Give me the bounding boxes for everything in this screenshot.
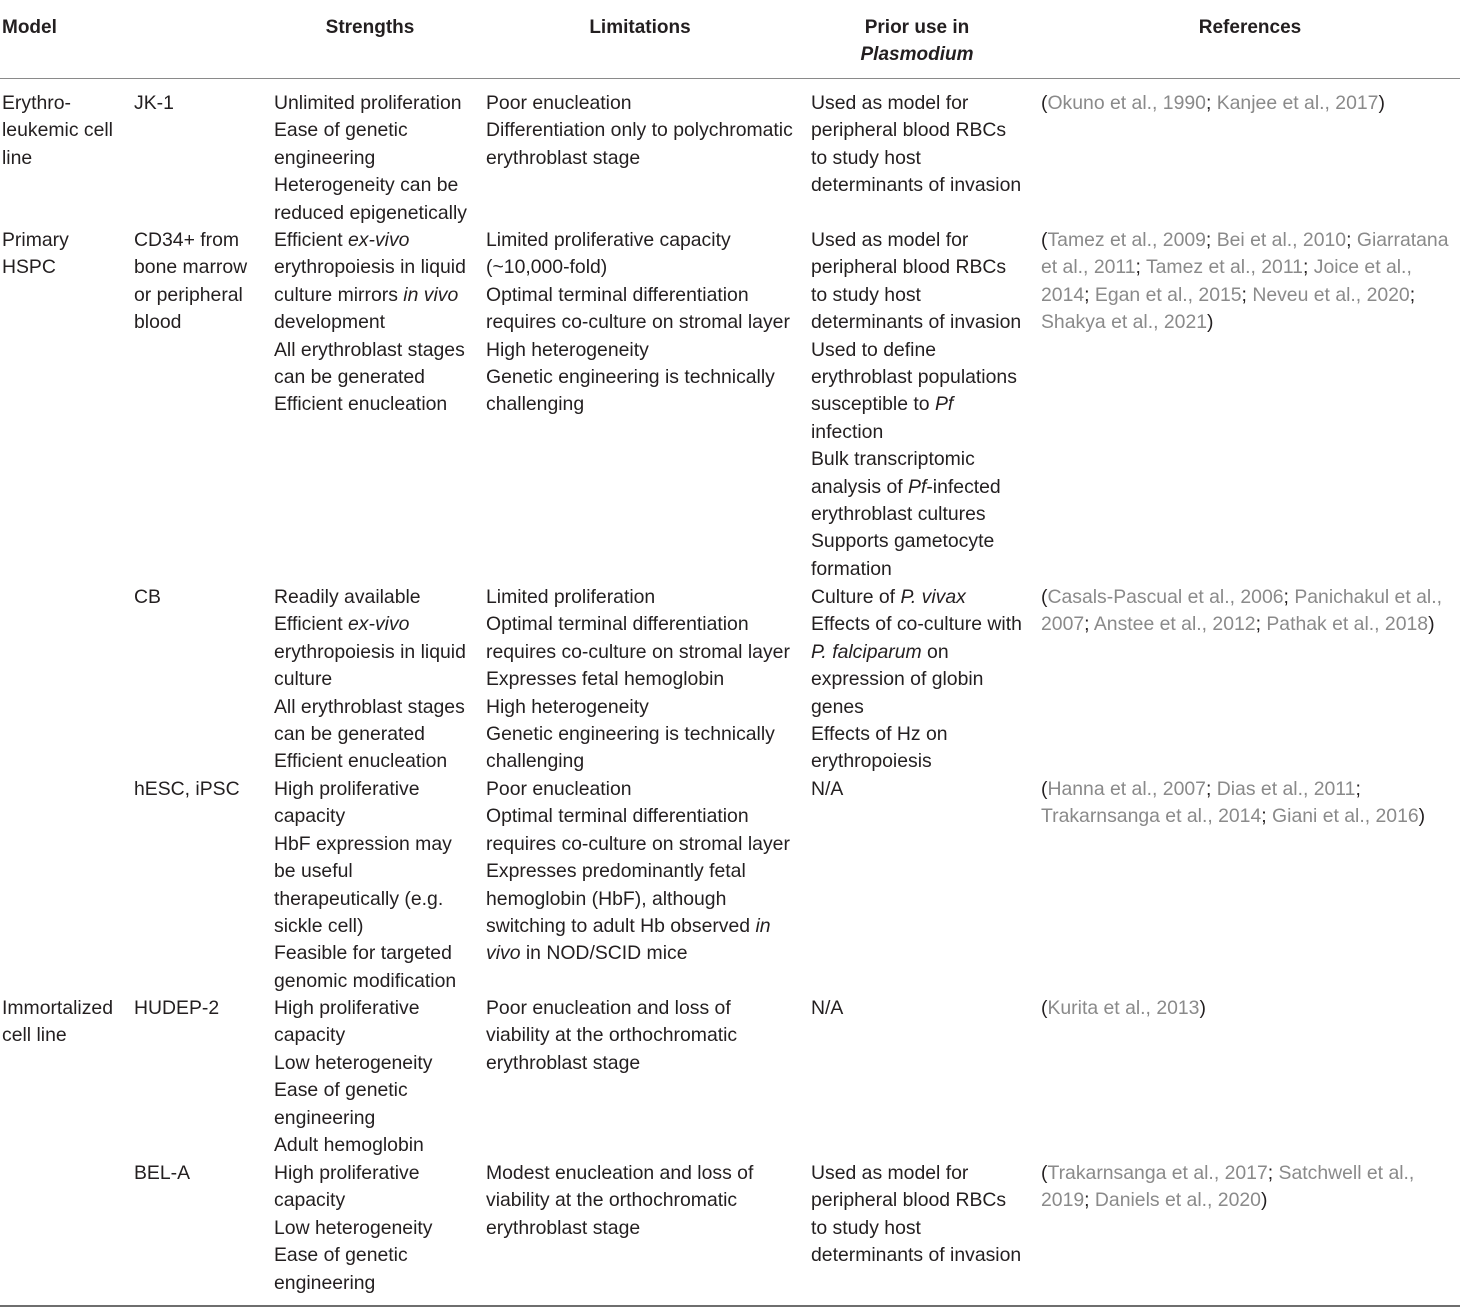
cell-line: High proliferative: [274, 778, 420, 800]
header-prior-use-line2: Plasmodium: [860, 44, 974, 65]
cell-limitations: [486, 995, 737, 1077]
cell-line: Expresses predominantly fetal: [486, 860, 746, 883]
cell-model: [134, 1160, 190, 1187]
cell-category: [2, 995, 113, 1050]
cell-line: Feasible for targeted: [274, 942, 452, 965]
cell-line: N/A: [811, 997, 844, 1019]
cell-line: Poor enucleation and loss of: [486, 997, 731, 1019]
cell-model: [134, 776, 240, 803]
cell-line: line: [2, 146, 33, 169]
cell-line: Erythro-: [2, 92, 71, 114]
cell-line: Limited proliferation: [486, 586, 656, 608]
cell-strengths: [274, 584, 466, 776]
cell-model: [134, 995, 219, 1022]
cell-line: 2014; Egan et al., 2015; Neveu et al., 2020;: [1041, 283, 1416, 306]
cell-line: Differentiation only to polychromatic: [486, 119, 793, 142]
cell-line: engineering: [274, 146, 376, 169]
cell-line: 2007; Anstee et al., 2012; Pathak et al., 2018): [1041, 613, 1435, 636]
cell-line: Poor enucleation: [486, 778, 632, 800]
cell-prior-use: [811, 776, 843, 803]
cell-prior-use: [811, 1160, 1021, 1270]
cell-line: All erythroblast stages: [274, 695, 465, 718]
cell-line: cell line: [2, 1024, 67, 1047]
cell-line: Used as model for: [811, 229, 969, 251]
cell-line: Used as model for: [811, 1162, 969, 1184]
cell-line: HSPC: [2, 256, 56, 279]
cell-line: P. falciparum on: [811, 640, 949, 663]
header-divider: [0, 78, 1460, 79]
cell-strengths: [274, 227, 466, 419]
cell-strengths: [274, 776, 456, 995]
cell-line: requires co-culture on stromal layer: [486, 640, 790, 663]
cell-line: Effects of Hz on: [811, 723, 948, 746]
cell-line: sickle cell): [274, 915, 364, 938]
cell-references: [1041, 995, 1206, 1022]
cell-line: erythroblast populations: [811, 366, 1017, 389]
cell-line: Optimal terminal differentiation: [486, 283, 749, 306]
cell-line: capacity: [274, 1189, 346, 1212]
cell-line: hESC, iPSC: [134, 778, 240, 800]
cell-line: Effects of co-culture with: [811, 613, 1022, 636]
cell-line: hemoglobin (HbF), although: [486, 887, 727, 910]
cell-line: Used as model for: [811, 92, 969, 114]
cell-line: to study host: [811, 1216, 921, 1239]
cell-line: genes: [811, 695, 864, 718]
cell-prior-use: [811, 227, 1021, 583]
cell-line: (Hanna et al., 2007; Dias et al., 2011;: [1041, 778, 1361, 800]
cell-line: genomic modification: [274, 969, 457, 992]
cell-line: All erythroblast stages: [274, 338, 465, 361]
cell-line: Genetic engineering is technically: [486, 366, 775, 389]
header-references: References: [1198, 17, 1302, 38]
cell-line: capacity: [274, 805, 346, 828]
cell-line: be useful: [274, 860, 353, 883]
header-limitations: Limitations: [589, 17, 691, 38]
cell-line: (Casals-Pascual et al., 2006; Panichakul et al.,: [1041, 586, 1442, 608]
cell-line: determinants of invasion: [811, 311, 1022, 334]
cell-line: Optimal terminal differentiation: [486, 805, 749, 828]
cell-line: Immortalized: [2, 997, 113, 1019]
cell-line: Low heterogeneity: [274, 1051, 433, 1074]
cell-references: [1041, 1160, 1414, 1215]
cell-line: Culture of P. vivax: [811, 586, 966, 608]
cell-line: challenging: [486, 393, 585, 416]
cell-limitations: [486, 1160, 753, 1242]
cell-limitations: [486, 584, 790, 776]
header-prior-use: [800, 14, 1034, 68]
cell-line: Bulk transcriptomic: [811, 448, 975, 471]
cell-limitations: [486, 227, 790, 419]
cell-prior-use: [811, 995, 843, 1022]
cell-line: High proliferative: [274, 997, 420, 1019]
cell-line: erythropoiesis in liquid: [274, 256, 466, 279]
cell-line: erythropoiesis: [811, 750, 932, 773]
cell-strengths: [274, 995, 432, 1159]
cell-line: erythroblast stage: [486, 1216, 641, 1239]
cell-line: Used to define: [811, 338, 937, 361]
cell-line: Primary: [2, 229, 69, 251]
cell-line: (Tamez et al., 2009; Bei et al., 2010; Giarratana: [1041, 229, 1449, 251]
table-bottom-rule: [0, 1305, 1460, 1307]
cell-line: formation: [811, 557, 892, 580]
cell-line: infection: [811, 420, 884, 443]
cell-line: viability at the orthochromatic: [486, 1024, 738, 1047]
cell-line: Readily available: [274, 586, 421, 608]
cell-line: peripheral blood RBCs: [811, 256, 1007, 279]
cell-line: CD34+ from: [134, 229, 240, 251]
cell-line: Low heterogeneity: [274, 1216, 433, 1239]
header-model: Model: [2, 17, 57, 38]
cell-line: requires co-culture on stromal layer: [486, 311, 790, 334]
cell-line: Ease of genetic: [274, 1079, 408, 1102]
cell-line: vivo in NOD/SCID mice: [486, 942, 688, 965]
cell-line: analysis of Pf-infected: [811, 475, 1001, 498]
cell-line: Limited proliferative capacity: [486, 229, 731, 251]
cell-line: requires co-culture on stromal layer: [486, 832, 790, 855]
cell-line: Modest enucleation and loss of: [486, 1162, 754, 1184]
cell-line: Optimal terminal differentiation: [486, 613, 749, 636]
cell-line: engineering: [274, 1271, 376, 1294]
cell-line: peripheral blood RBCs: [811, 119, 1007, 142]
cell-line: BEL-A: [134, 1162, 191, 1184]
cell-line: (Kurita et al., 2013): [1041, 997, 1206, 1019]
cell-line: Unlimited proliferation: [274, 92, 462, 114]
cell-line: susceptible to Pf: [811, 393, 954, 416]
cell-line: determinants of invasion: [811, 1244, 1022, 1267]
cell-line: (Trakarnsanga et al., 2017; Satchwell et al.,: [1041, 1162, 1415, 1184]
cell-line: challenging: [486, 750, 585, 773]
cell-line: (~10,000-fold): [486, 256, 608, 279]
cell-line: engineering: [274, 1106, 376, 1129]
cell-line: Expresses fetal hemoglobin: [486, 668, 725, 691]
cell-line: development: [274, 311, 386, 334]
cell-line: 2019; Daniels et al., 2020): [1041, 1189, 1268, 1212]
cell-prior-use: [811, 90, 1021, 200]
header-strengths: Strengths: [325, 17, 415, 38]
cell-category: [2, 90, 113, 172]
cell-line: capacity: [274, 1024, 346, 1047]
cell-line: Supports gametocyte: [811, 530, 995, 553]
cell-line: viability at the orthochromatic: [486, 1189, 738, 1212]
cell-line: culture: [274, 668, 333, 691]
cell-line: et al., 2011; Tamez et al., 2011; Joice et al.,: [1041, 256, 1412, 279]
cell-line: N/A: [811, 778, 844, 800]
cell-references: [1041, 584, 1442, 639]
cell-line: culture mirrors in vivo: [274, 283, 459, 306]
cell-line: to study host: [811, 146, 921, 169]
cell-line: peripheral blood RBCs: [811, 1189, 1007, 1212]
cell-line: (Okuno et al., 1990; Kanjee et al., 2017): [1041, 92, 1385, 114]
cell-line: to study host: [811, 283, 921, 306]
cell-line: bone marrow: [134, 256, 248, 279]
cell-line: erythroblast stage: [486, 146, 641, 169]
cell-line: High heterogeneity: [486, 338, 649, 361]
cell-line: HbF expression may: [274, 832, 452, 855]
cell-line: Efficient enucleation: [274, 393, 448, 416]
cell-line: can be generated: [274, 366, 425, 389]
cell-line: Trakarnsanga et al., 2014; Giani et al., 2016): [1041, 805, 1426, 828]
cell-line: can be generated: [274, 723, 425, 746]
cell-line: JK-1: [134, 92, 174, 114]
cell-line: determinants of invasion: [811, 174, 1022, 197]
cell-model: [134, 584, 161, 611]
cell-line: Heterogeneity can be: [274, 174, 459, 197]
cell-line: leukemic cell: [2, 119, 113, 142]
cell-strengths: [274, 1160, 432, 1297]
cell-line: High heterogeneity: [486, 695, 649, 718]
cell-line: switching to adult Hb observed in: [486, 915, 771, 938]
cell-line: High proliferative: [274, 1162, 420, 1184]
cell-line: erythroblast stage: [486, 1051, 641, 1074]
cell-references: [1041, 776, 1425, 831]
cell-line: erythropoiesis in liquid: [274, 640, 466, 663]
cell-limitations: [486, 776, 790, 968]
cell-model: [134, 227, 247, 337]
cell-limitations: [486, 90, 793, 172]
cell-line: erythroblast cultures: [811, 503, 986, 526]
cell-line: Efficient ex-vivo: [274, 229, 410, 251]
cell-line: Efficient ex-vivo: [274, 613, 410, 636]
cell-line: Poor enucleation: [486, 92, 632, 114]
cell-line: Efficient enucleation: [274, 750, 448, 773]
cell-line: CB: [134, 586, 161, 608]
cell-line: or peripheral: [134, 283, 243, 306]
cell-line: expression of globin: [811, 668, 984, 691]
cell-line: Adult hemoglobin: [274, 1134, 424, 1157]
cell-category: [2, 227, 69, 282]
cell-line: HUDEP-2: [134, 997, 220, 1019]
cell-references: [1041, 90, 1385, 117]
header-prior-use-line1: Prior use in: [864, 17, 970, 38]
cell-line: Ease of genetic: [274, 1244, 408, 1267]
cell-model: [134, 90, 174, 117]
cell-prior-use: [811, 584, 1022, 776]
cell-line: therapeutically (e.g.: [274, 887, 444, 910]
cell-strengths: [274, 90, 467, 227]
cell-references: [1041, 227, 1448, 337]
cell-line: Shakya et al., 2021): [1041, 311, 1214, 334]
cell-line: Genetic engineering is technically: [486, 723, 775, 746]
cell-line: blood: [134, 311, 182, 334]
cell-line: Ease of genetic: [274, 119, 408, 142]
cell-line: reduced epigenetically: [274, 201, 467, 224]
